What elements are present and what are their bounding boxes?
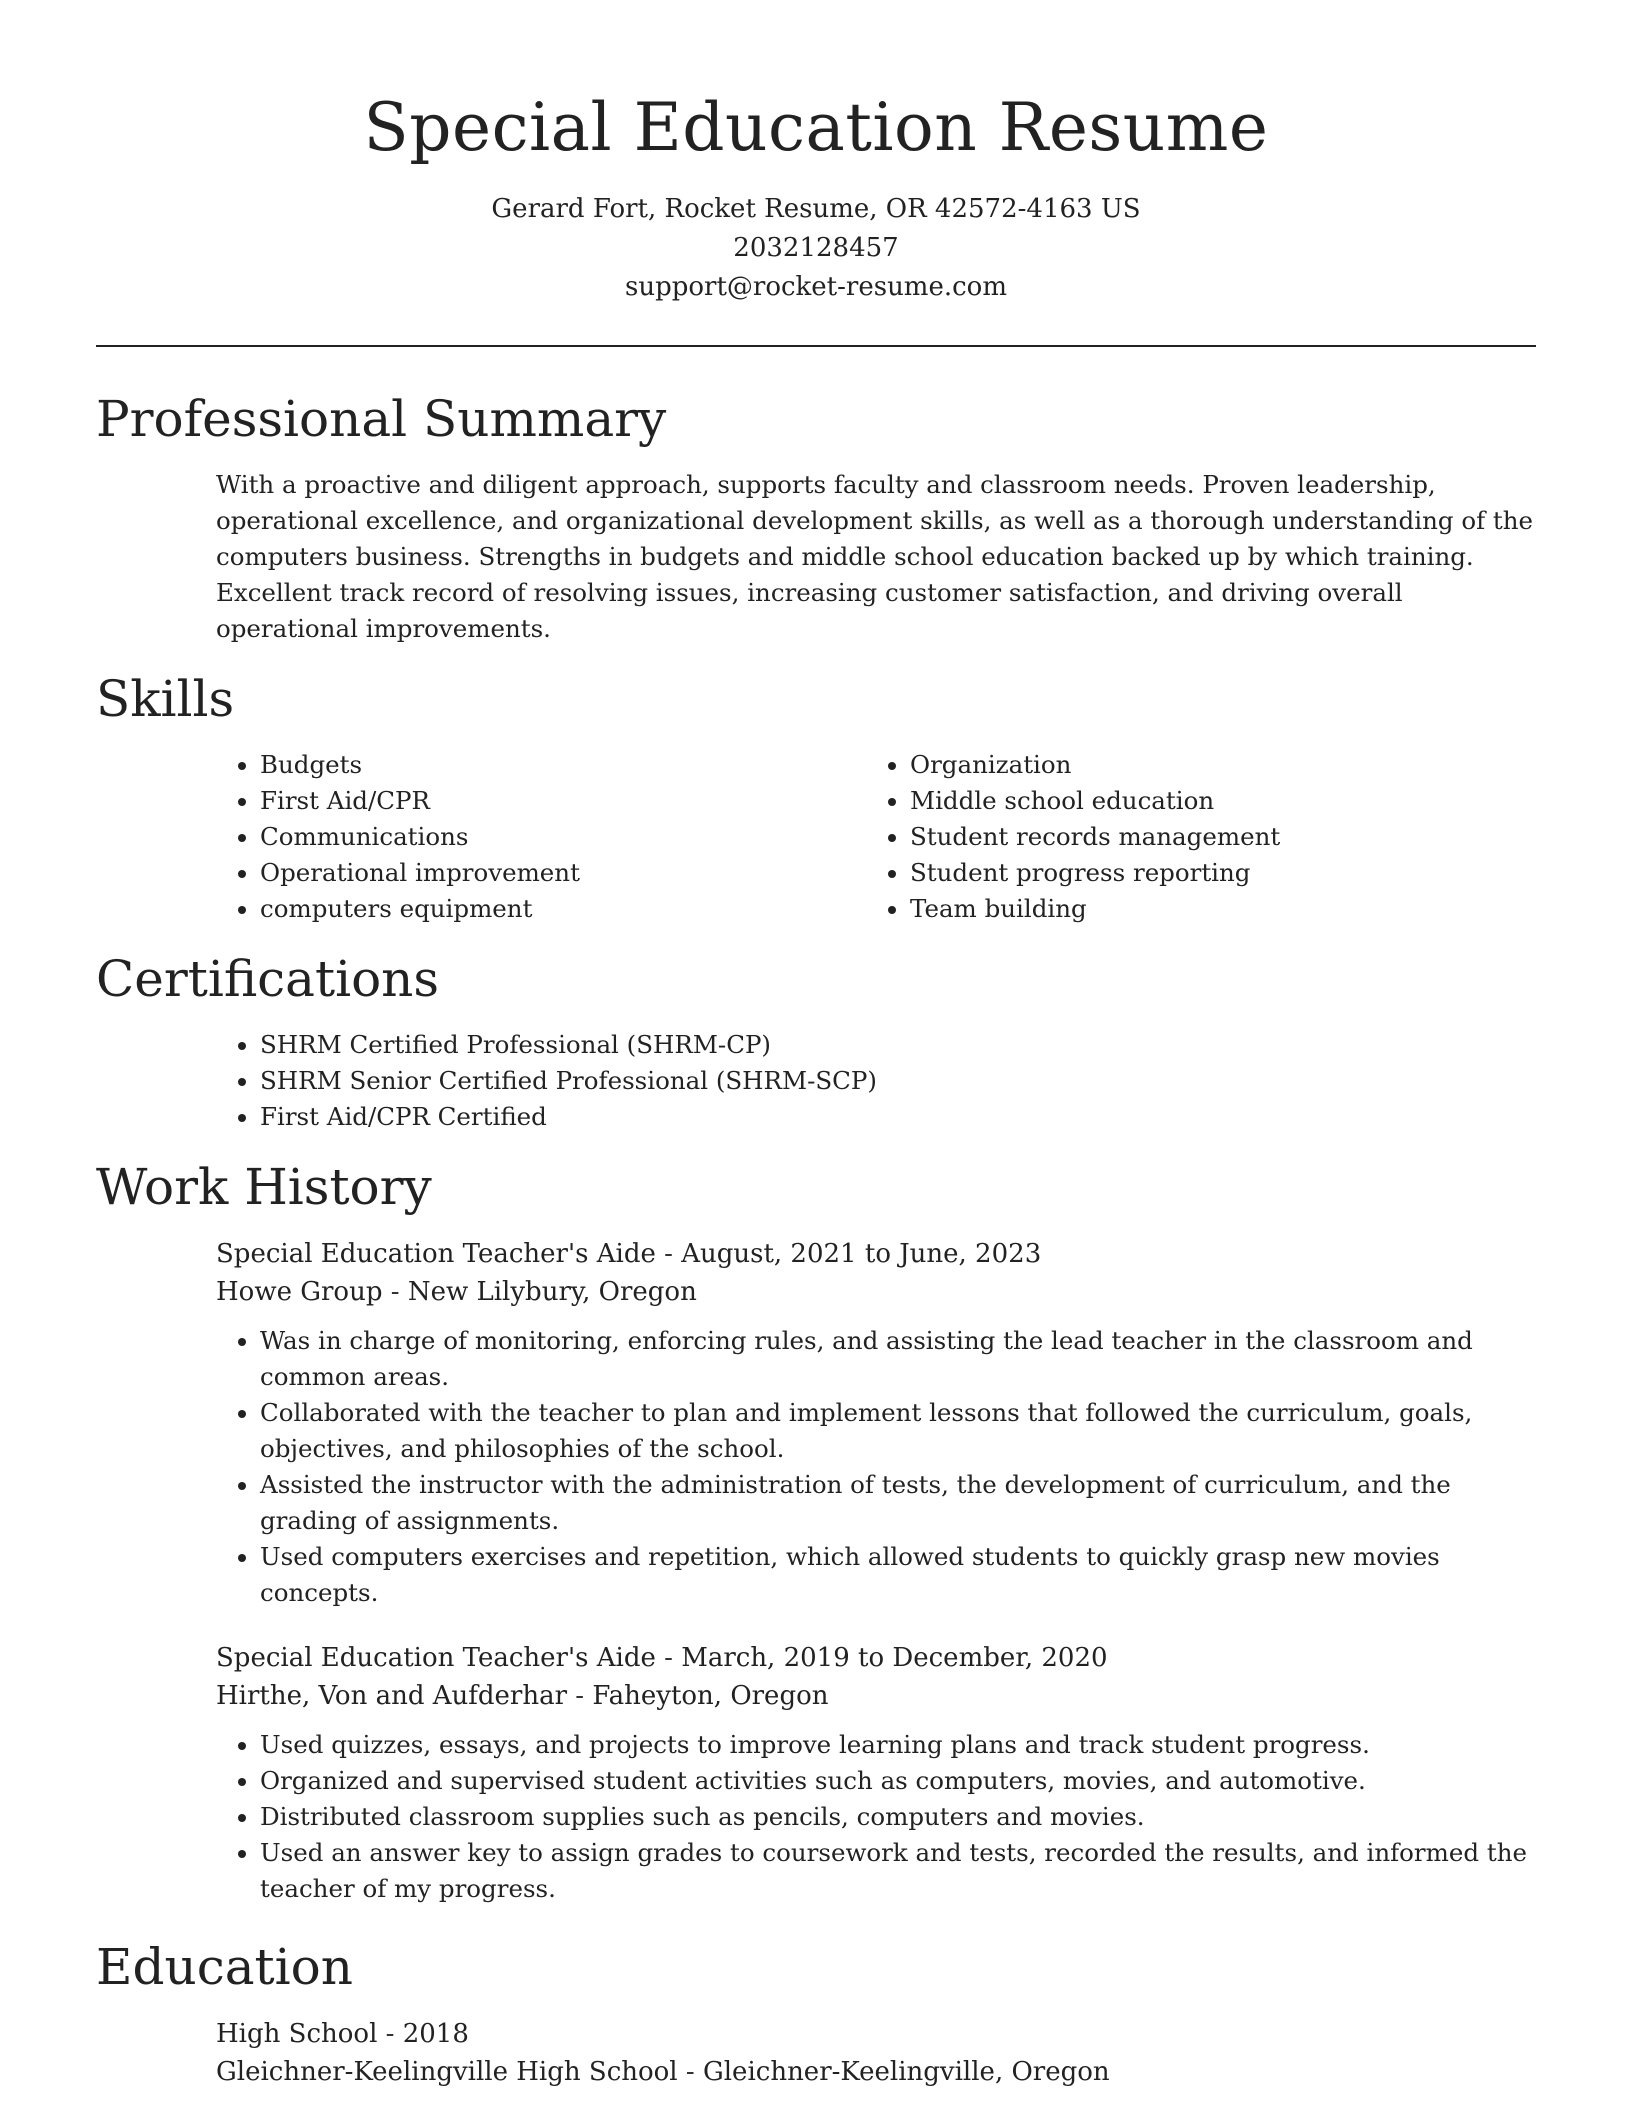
skill-item: • Team building bbox=[910, 891, 1516, 927]
skill-item: • computers equipment bbox=[260, 891, 866, 927]
certification-item: • SHRM Senior Certified Professional (SHRM-SCP) bbox=[260, 1063, 1536, 1099]
job-bullet: • Organized and supervised student activities such as computers, movies, and automotive. bbox=[260, 1763, 1536, 1799]
skills-list-left bbox=[216, 747, 866, 927]
summary-section bbox=[96, 387, 1536, 647]
skills-section bbox=[96, 667, 1536, 927]
job-bullet: • Used quizzes, essays, and projects to improve learning plans and track student progress. bbox=[260, 1727, 1536, 1763]
job-location: Faheyton, Oregon bbox=[592, 1681, 829, 1711]
job-bullet: • Used computers exercises and repetition, which allowed students to quickly grasp new movies concepts. bbox=[260, 1539, 1536, 1611]
separator: - bbox=[575, 1681, 585, 1711]
education-year: 2018 bbox=[402, 2019, 469, 2049]
certification-item: • First Aid/CPR Certified bbox=[260, 1099, 1536, 1135]
job-bullets bbox=[216, 1323, 1536, 1611]
skill-item: • Organization bbox=[910, 747, 1516, 783]
resume-title: Special Education Resume bbox=[363, 89, 1269, 166]
separator: - bbox=[685, 2057, 695, 2087]
skills-list-right bbox=[866, 747, 1516, 927]
certifications-list bbox=[216, 1027, 1536, 1135]
education-title: Education bbox=[96, 1938, 353, 1996]
job-bullet: • Collaborated with the teacher to plan and implement lessons that followed the curriculum, goals, objectives, and philosophies of the school. bbox=[260, 1395, 1536, 1467]
summary-title: Professional Summary bbox=[96, 390, 667, 448]
phone: 2032128457 bbox=[733, 233, 899, 263]
job-company-line bbox=[216, 1677, 1536, 1715]
certifications-section bbox=[96, 947, 1536, 1135]
skill-item: • Operational improvement bbox=[260, 855, 866, 891]
skills-title: Skills bbox=[96, 670, 235, 728]
job-role-line bbox=[216, 1639, 1536, 1677]
job-role-line bbox=[216, 1235, 1536, 1273]
resume-header bbox=[96, 0, 1536, 307]
education-section bbox=[96, 1935, 1536, 2091]
skill-item: • Student progress reporting bbox=[910, 855, 1516, 891]
education-degree-line bbox=[216, 2015, 1536, 2053]
education-degree: High School bbox=[216, 2019, 378, 2049]
address: Gerard Fort, Rocket Resume, OR 42572-4163 US bbox=[491, 194, 1141, 224]
job-role: Special Education Teacher's Aide bbox=[216, 1643, 656, 1673]
job-bullet: • Used an answer key to assign grades to coursework and tests, recorded the results, and informed the teacher of my progress. bbox=[260, 1835, 1536, 1907]
job-company: Hirthe, Von and Aufderhar bbox=[216, 1681, 568, 1711]
email: support@rocket-resume.com bbox=[624, 272, 1007, 302]
job-bullet: • Distributed classroom supplies such as pencils, computers and movies. bbox=[260, 1799, 1536, 1835]
job-bullets bbox=[216, 1727, 1536, 1907]
job-bullet: • Was in charge of monitoring, enforcing rules, and assisting the lead teacher in the classroom and common areas. bbox=[260, 1323, 1536, 1395]
job-dates: August, 2021 to June, 2023 bbox=[681, 1239, 1042, 1269]
certifications-title: Certifications bbox=[96, 950, 440, 1008]
separator: - bbox=[664, 1643, 673, 1673]
job-entry bbox=[96, 1639, 1536, 1907]
education-location: Gleichner-Keelingville, Oregon bbox=[702, 2057, 1110, 2087]
job-dates: March, 2019 to December, 2020 bbox=[681, 1643, 1108, 1673]
skill-item: • Student records management bbox=[910, 819, 1516, 855]
certification-item: • SHRM Certified Professional (SHRM-CP) bbox=[260, 1027, 1536, 1063]
separator: - bbox=[390, 1277, 400, 1307]
job-entry bbox=[96, 1235, 1536, 1611]
separator: - bbox=[385, 2019, 395, 2049]
skill-item: • Budgets bbox=[260, 747, 866, 783]
work-history-title: Work History bbox=[96, 1158, 432, 1216]
education-school-line bbox=[216, 2053, 1536, 2091]
skill-item: • First Aid/CPR bbox=[260, 783, 866, 819]
summary-text: With a proactive and diligent approach, supports faculty and classroom needs. Proven leadership, operational excellence, and organizational development skills, as well as a thorough understanding of the computers business. Strengths in budgets and middle school education backed up by which training. Excellent track record of resolving issues, increasing customer satisfaction, and driving overall operational improvements. bbox=[216, 470, 1534, 643]
separator: - bbox=[664, 1239, 673, 1269]
header-divider bbox=[96, 345, 1536, 347]
job-bullet: • Assisted the instructor with the administration of tests, the development of curriculum, and the grading of assignments. bbox=[260, 1467, 1536, 1539]
work-history-section bbox=[96, 1155, 1536, 1907]
job-company: Howe Group bbox=[216, 1277, 383, 1307]
skill-item: • Middle school education bbox=[910, 783, 1516, 819]
education-school: Gleichner-Keelingville High School bbox=[216, 2057, 678, 2087]
job-company-line bbox=[216, 1273, 1536, 1311]
job-location: New Lilybury, Oregon bbox=[407, 1277, 697, 1307]
job-role: Special Education Teacher's Aide bbox=[216, 1239, 656, 1269]
skill-item: • Communications bbox=[260, 819, 866, 855]
